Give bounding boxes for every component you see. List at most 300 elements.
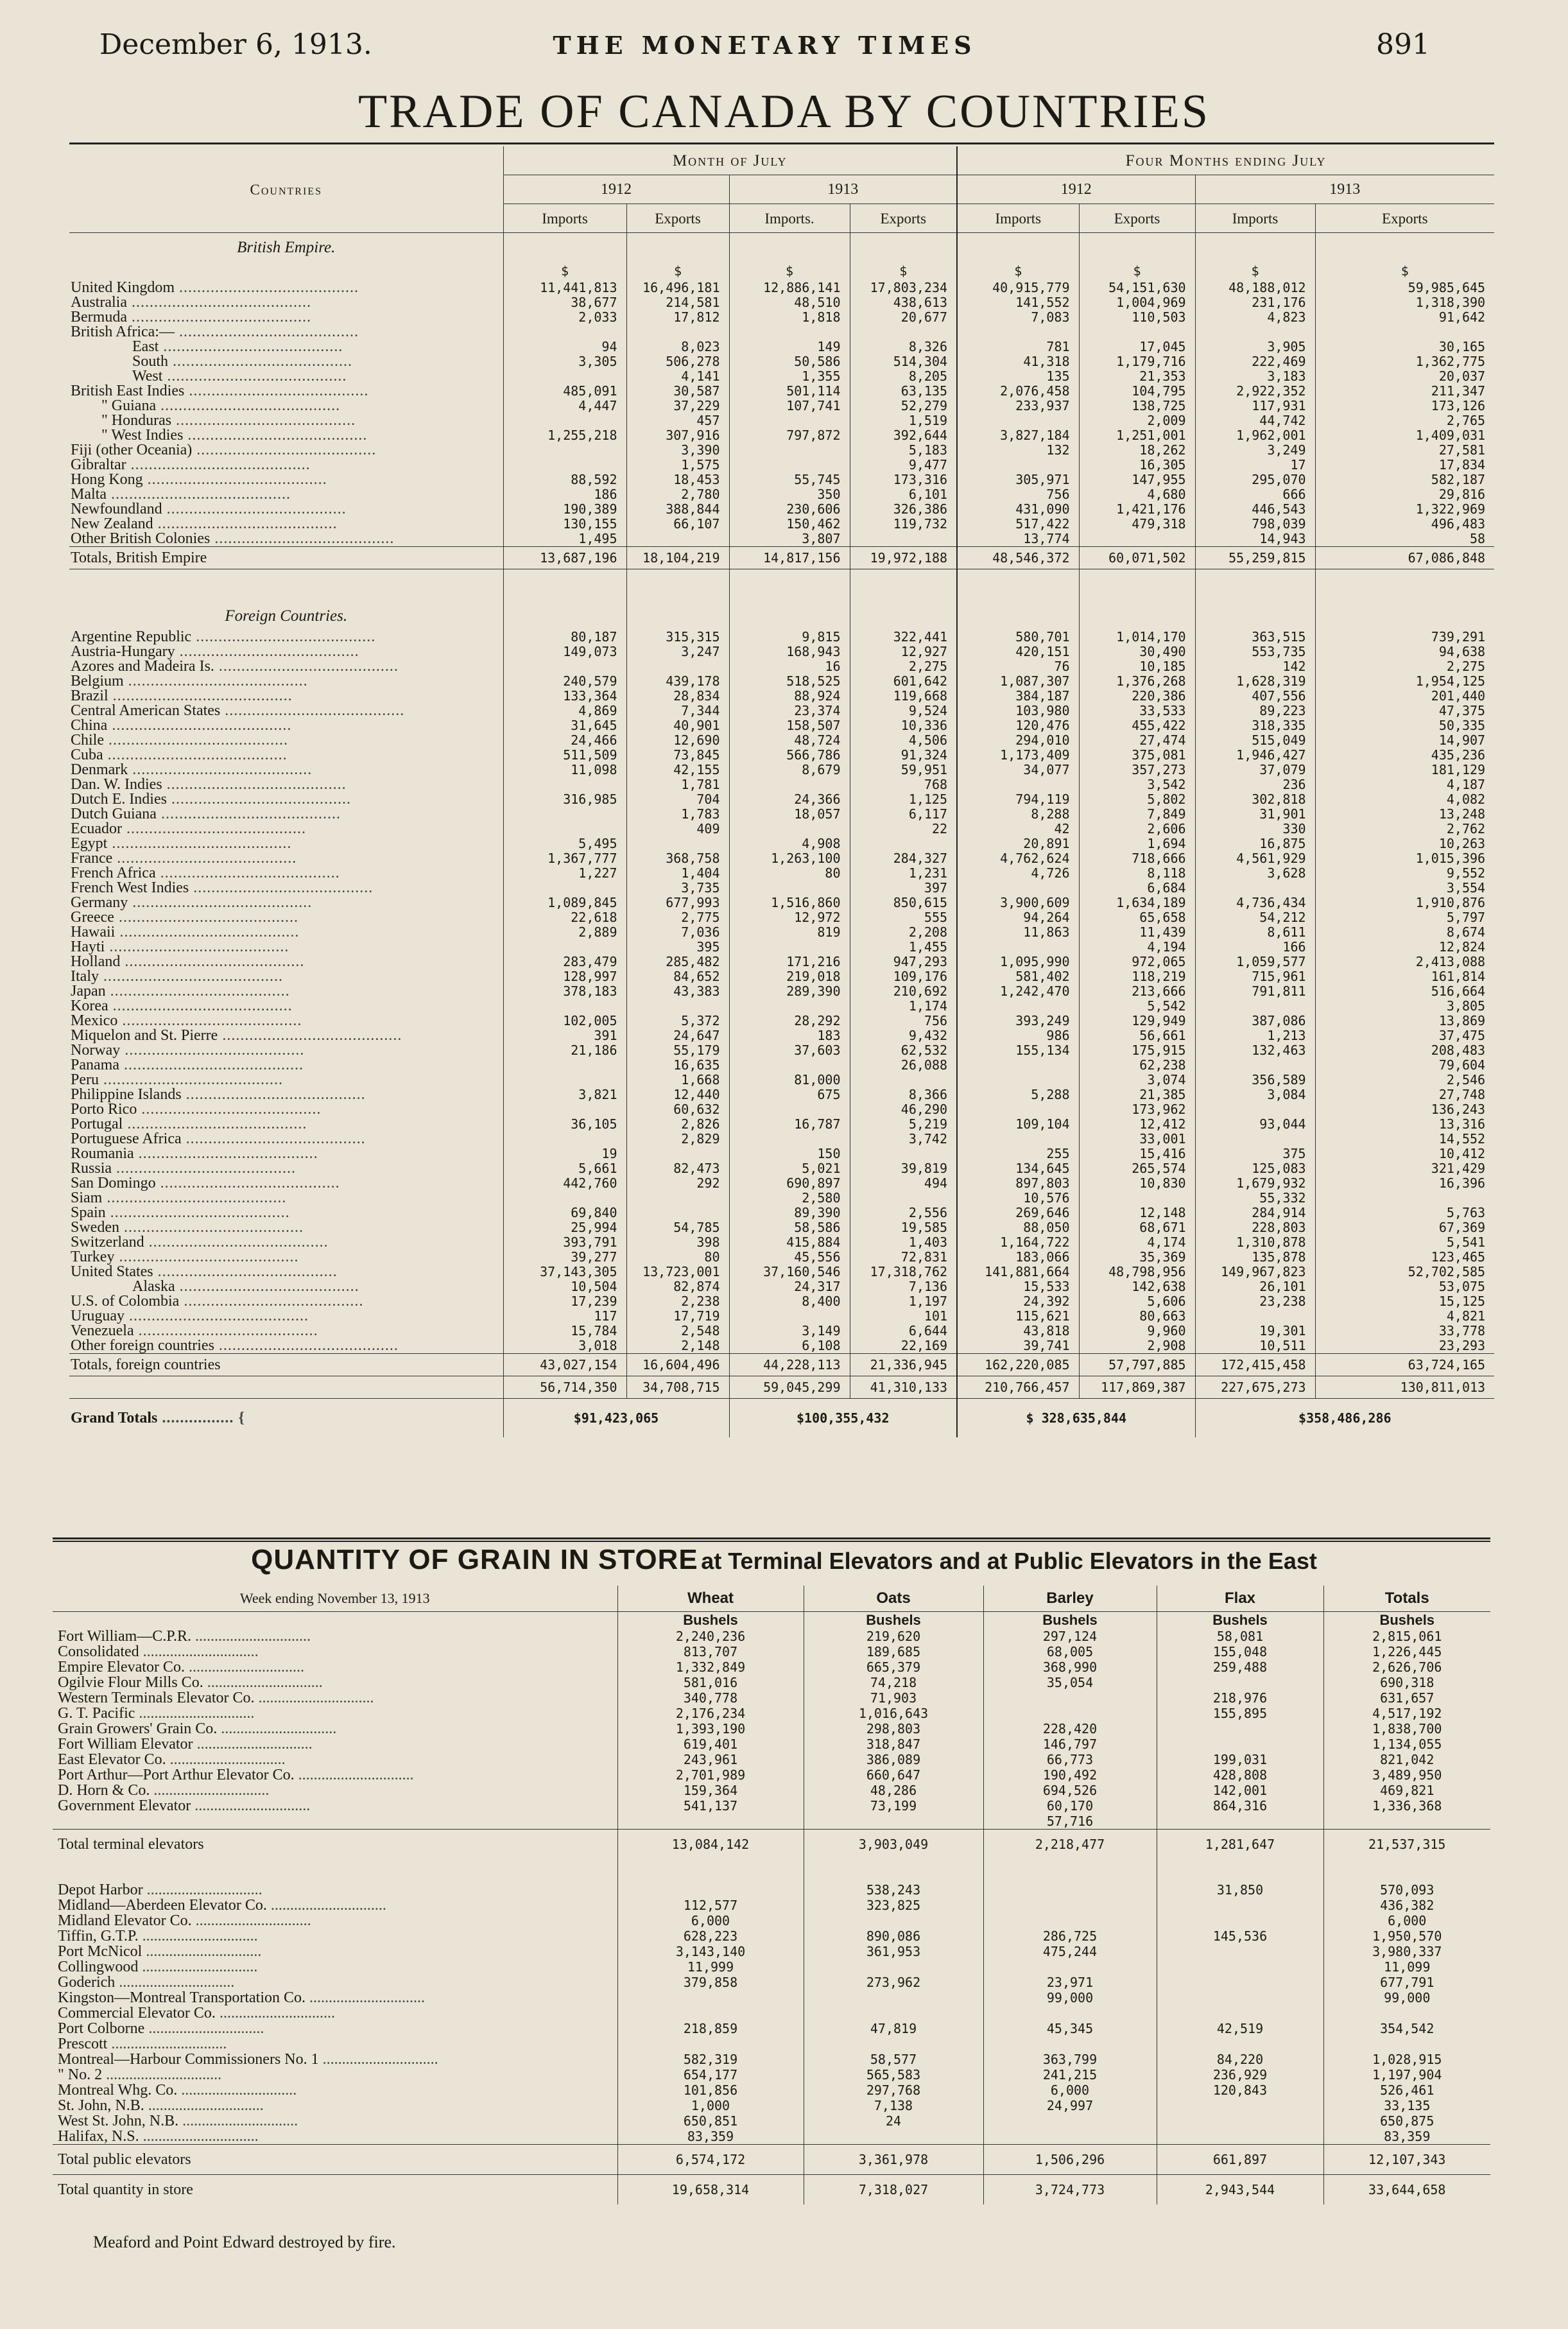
trade-value: 9,524	[850, 704, 957, 718]
grain-value	[983, 2129, 1157, 2145]
grand-total-value: $100,355,432	[729, 1399, 957, 1438]
trade-value: 4,194	[1079, 940, 1195, 955]
trade-value: 103,980	[957, 704, 1079, 718]
british-row	[69, 281, 1494, 295]
trade-value: 12,927	[850, 645, 957, 659]
grain-value: 890,086	[804, 1928, 983, 1944]
four-months-header: Four Months ending July	[957, 146, 1494, 175]
trade-value: 65,658	[1079, 910, 1195, 925]
trade-value: 511,509	[503, 748, 626, 763]
trade-value: 11,439	[1079, 925, 1195, 940]
dot-leader: ........................................	[107, 718, 292, 733]
dot-leader: ........................................	[119, 1058, 304, 1073]
dot-leader: ........................................	[181, 1087, 366, 1102]
trade-value: 1,095,990	[957, 955, 1079, 969]
trade-value: 2,889	[503, 925, 626, 940]
title-rule	[69, 143, 1494, 144]
grain-value: 661,897	[1157, 2145, 1323, 2175]
trade-value: 12,886,141	[729, 281, 850, 295]
trade-value: 186	[503, 487, 626, 502]
trade-value: 302,818	[1195, 792, 1315, 807]
country-name	[69, 969, 503, 984]
blank-cell	[1079, 602, 1195, 630]
dollar-sign: $	[729, 261, 850, 281]
foreign-row	[69, 763, 1494, 777]
trade-value: 16,496,181	[626, 281, 729, 295]
trade-value	[503, 999, 626, 1014]
elevator-label: D. Horn & Co.	[58, 1783, 150, 1798]
grand-totals-text: Grand Totals	[71, 1409, 158, 1426]
trade-value	[1079, 325, 1195, 340]
country-label: Austria-Hungary	[71, 645, 175, 659]
british-row	[69, 428, 1494, 443]
trade-value: 236	[1195, 777, 1315, 792]
trade-value: 368,758	[626, 851, 729, 866]
elevator-name	[53, 2129, 617, 2145]
blank-cell	[957, 602, 1079, 630]
trade-value: 89,390	[729, 1206, 850, 1220]
grain-value: 694,526	[983, 1783, 1157, 1798]
grain-value: 3,361,978	[804, 2145, 983, 2175]
trade-value: 17,812	[626, 310, 729, 325]
trade-value: 1,376,268	[1079, 674, 1195, 689]
blank-cell	[729, 233, 850, 262]
trade-value: 8,366	[850, 1087, 957, 1102]
col-header-3: Imports.	[729, 204, 850, 233]
elevator-label: Fort William Elevator	[58, 1736, 193, 1752]
trade-value: 22,618	[503, 910, 626, 925]
elevator-label: Ogilvie Flour Mills Co.	[58, 1675, 203, 1690]
grain-value	[983, 2005, 1157, 2021]
trade-value: 14,943	[1195, 532, 1315, 547]
grain-value: 83,359	[1323, 2129, 1490, 2145]
trade-value: 494	[850, 1176, 957, 1191]
trade-value: 17,045	[1079, 340, 1195, 354]
country-label: Central American States	[71, 704, 221, 718]
country-name	[69, 458, 503, 472]
dot-leader: ................ {	[157, 1409, 245, 1426]
grain-value: 690,318	[1323, 1675, 1490, 1690]
dot-leader: ..............................	[107, 2036, 227, 2052]
trade-value: 135	[957, 369, 1079, 384]
country-name	[69, 384, 503, 399]
public-row	[53, 1975, 1490, 1990]
trade-value: 222,469	[1195, 354, 1315, 369]
trade-value: 2,238	[626, 1294, 729, 1309]
trade-value	[729, 1058, 850, 1073]
grain-value: 2,218,477	[983, 1830, 1157, 1860]
foreign-row	[69, 1324, 1494, 1338]
country-label: Uruguay	[71, 1309, 125, 1324]
trade-value: 213,666	[1079, 984, 1195, 999]
terminal-row	[53, 1644, 1490, 1659]
trade-value: 1,251,001	[1079, 428, 1195, 443]
trade-value	[503, 940, 626, 955]
trade-value: 322,441	[850, 630, 957, 645]
elevator-name	[53, 1830, 617, 1860]
grain-value: 428,808	[1157, 1767, 1323, 1783]
trade-value: 119,668	[850, 689, 957, 704]
country-name	[69, 1294, 503, 1309]
trade-value: 2,033	[503, 310, 626, 325]
trade-value: 34,077	[957, 763, 1079, 777]
trade-value	[626, 325, 729, 340]
trade-value: 294,010	[957, 733, 1079, 748]
foreign-row	[69, 940, 1494, 955]
dot-leader: ..............................	[102, 2067, 222, 2082]
grain-value	[1157, 1736, 1323, 1752]
country-label: Sweden	[71, 1220, 119, 1235]
elevator-name	[53, 2145, 617, 2175]
trade-value: 43,818	[957, 1324, 1079, 1338]
foreign-row	[69, 630, 1494, 645]
trade-value: 55,332	[1195, 1191, 1315, 1206]
trade-value: 8,288	[957, 807, 1079, 822]
public-row	[53, 1944, 1490, 1959]
dot-leader: ........................................	[98, 969, 283, 984]
trade-value: 2,826	[626, 1117, 729, 1132]
country-name	[69, 1014, 503, 1028]
country-name	[69, 487, 503, 502]
country-label: Switzerland	[71, 1235, 144, 1250]
trade-value: 3,149	[729, 1324, 850, 1338]
grain-value: 631,657	[1323, 1690, 1490, 1706]
foreign-row	[69, 1132, 1494, 1147]
trade-value: 7,036	[626, 925, 729, 940]
trade-value: 219,018	[729, 969, 850, 984]
grain-value: 436,382	[1323, 1898, 1490, 1913]
trade-value: 173,126	[1315, 399, 1494, 413]
terminal-row	[53, 1752, 1490, 1767]
grain-value	[617, 2036, 804, 2052]
trade-value: 677,993	[626, 896, 729, 910]
trade-value: 210,766,457	[957, 1376, 1079, 1399]
foreign-row	[69, 1014, 1494, 1028]
grain-value: 526,461	[1323, 2082, 1490, 2098]
trade-value: 37,143,305	[503, 1265, 626, 1279]
trade-value: 109,176	[850, 969, 957, 984]
grain-value: 7,318,027	[804, 2175, 983, 2205]
trade-value	[957, 1073, 1079, 1087]
country-name	[69, 532, 503, 547]
trade-value	[503, 458, 626, 472]
elevator-label: Consolidated	[58, 1644, 139, 1659]
grain-value: 120,843	[1157, 2082, 1323, 2098]
trade-value: 18,453	[626, 472, 729, 487]
dollar-sign: $	[626, 261, 729, 281]
trade-value	[850, 1147, 957, 1161]
trade-value: 210,692	[850, 984, 957, 999]
trade-value	[729, 999, 850, 1014]
grain-value: 628,223	[617, 1928, 804, 1944]
country-name	[69, 1043, 503, 1058]
foreign-row	[69, 1161, 1494, 1176]
trade-value: 171,216	[729, 955, 850, 969]
trade-value: 19,972,188	[850, 547, 957, 569]
dot-leader: ........................................	[162, 777, 347, 792]
trade-value	[729, 1132, 850, 1147]
grain-value: 3,489,950	[1323, 1767, 1490, 1783]
dot-leader: ..............................	[294, 1767, 414, 1783]
trade-value: 666	[1195, 487, 1315, 502]
foreign-row	[69, 645, 1494, 659]
grain-value	[1157, 2113, 1323, 2129]
trade-value: 388,844	[626, 502, 729, 517]
blank-cell	[729, 602, 850, 630]
blank-cell	[983, 1859, 1157, 1882]
foreign-row	[69, 836, 1494, 851]
grain-value: 24,997	[983, 2098, 1157, 2113]
trade-value: 134,645	[957, 1161, 1079, 1176]
trade-value: 438,613	[850, 295, 957, 310]
blank-cell	[503, 233, 626, 262]
public-total-row	[53, 2145, 1490, 2175]
trade-value: 67,369	[1315, 1220, 1494, 1235]
trade-value: 37,229	[626, 399, 729, 413]
country-name	[69, 733, 503, 748]
dot-leader: ........................................	[123, 1117, 307, 1132]
trade-value: 16,635	[626, 1058, 729, 1073]
trade-value: 13,723,001	[626, 1265, 729, 1279]
grain-value: 48,286	[804, 1783, 983, 1798]
trade-value: 23,238	[1195, 1294, 1315, 1309]
trade-value: 2,275	[1315, 659, 1494, 674]
trade-value: 330	[1195, 822, 1315, 836]
col-header-5: Imports	[957, 204, 1079, 233]
trade-value: 398	[626, 1235, 729, 1250]
trade-value	[729, 777, 850, 792]
country-name	[69, 1354, 503, 1376]
grain-value	[1157, 2036, 1323, 2052]
dot-leader: ........................................	[108, 689, 293, 704]
week-ending-label: Week ending November 13, 1913	[53, 1586, 617, 1612]
trade-value: 3,018	[503, 1338, 626, 1354]
country-name	[69, 1220, 503, 1235]
grain-value	[804, 2005, 983, 2021]
trade-value: 2,548	[626, 1324, 729, 1338]
grain-title	[0, 1544, 1568, 1576]
trade-value: 12,148	[1079, 1206, 1195, 1220]
dot-leader: ..............................	[306, 1990, 426, 2005]
trade-value: 24,317	[729, 1279, 850, 1294]
public-row	[53, 2005, 1490, 2021]
foreign-row	[69, 1043, 1494, 1058]
trade-value: 94	[503, 340, 626, 354]
trade-value: 397	[850, 881, 957, 896]
public-row	[53, 2098, 1490, 2113]
trade-value: 54,785	[626, 1220, 729, 1235]
elevator-name	[53, 1898, 617, 1913]
public-row	[53, 1990, 1490, 2005]
grain-value: 1,134,055	[1323, 1736, 1490, 1752]
dot-leader: ..............................	[142, 1882, 263, 1898]
country-name	[69, 1028, 503, 1043]
trade-value: 30,165	[1315, 340, 1494, 354]
trade-value: 289,390	[729, 984, 850, 999]
trade-value: 120,476	[957, 718, 1079, 733]
trade-value: 375	[1195, 1147, 1315, 1161]
trade-value: 42	[957, 822, 1079, 836]
dot-leader: ........................................	[159, 340, 343, 354]
grain-value: 386,089	[804, 1752, 983, 1767]
trade-value: 292	[626, 1176, 729, 1191]
country-name	[69, 866, 503, 881]
elevator-name	[53, 1959, 617, 1975]
country-label: French West Indies	[71, 881, 189, 896]
country-label: Philippine Islands	[71, 1087, 182, 1102]
grain-value	[983, 2036, 1157, 2052]
dot-leader: ........................................	[155, 1176, 340, 1191]
dot-leader: ........................................	[156, 399, 341, 413]
country-name	[69, 1117, 503, 1132]
country-name	[69, 896, 503, 910]
trade-value: 48,510	[729, 295, 850, 310]
trade-value: 1,004,969	[1079, 295, 1195, 310]
trade-value: 3,628	[1195, 866, 1315, 881]
country-name	[69, 1058, 503, 1073]
grain-value: 2,176,234	[617, 1706, 804, 1721]
elevator-label: Kingston—Montreal Transportation Co.	[58, 1990, 306, 2005]
elevator-name	[53, 1767, 617, 1783]
col-header-1: Imports	[503, 204, 626, 233]
grain-value	[1157, 1721, 1323, 1736]
country-label: British Africa:—	[71, 325, 175, 340]
terminal-row	[53, 1706, 1490, 1721]
dot-leader: ........................................	[115, 925, 300, 940]
trade-value: 50,335	[1315, 718, 1494, 733]
dot-leader: ........................................	[174, 325, 359, 340]
country-label: Panama	[71, 1058, 119, 1073]
trade-value: 91,642	[1315, 310, 1494, 325]
elevator-label: Depot Harbor	[58, 1882, 143, 1898]
elevator-label: Total quantity in store	[58, 2181, 193, 2198]
trade-value: 1,694	[1079, 836, 1195, 851]
trade-value	[626, 532, 729, 547]
trade-value: 407,556	[1195, 689, 1315, 704]
grand-total-value: $91,423,065	[503, 1399, 729, 1438]
trade-value: 52,702,585	[1315, 1265, 1494, 1279]
trade-value: 506,278	[626, 354, 729, 369]
country-name	[69, 763, 503, 777]
trade-value: 5,372	[626, 1014, 729, 1028]
blank-cell	[503, 602, 626, 630]
blank-cell	[1323, 1859, 1490, 1882]
grain-value: 23,971	[983, 1975, 1157, 1990]
trade-value: 173,316	[850, 472, 957, 487]
trade-value: 80,663	[1079, 1309, 1195, 1324]
elevator-label: Commercial Elevator Co.	[58, 2005, 216, 2021]
trade-value: 104,795	[1079, 384, 1195, 399]
foreign-row	[69, 969, 1494, 984]
foreign-row	[69, 1073, 1494, 1087]
trade-value: 12,690	[626, 733, 729, 748]
grain-value: 42,519	[1157, 2021, 1323, 2036]
grain-value: 47,819	[804, 2021, 983, 2036]
trade-value: 791,811	[1195, 984, 1315, 999]
foreign-row	[69, 659, 1494, 674]
grand-total-value: $358,486,286	[1195, 1399, 1494, 1438]
trade-value	[850, 1191, 957, 1206]
trade-value: 1,946,427	[1195, 748, 1315, 763]
trade-value: 31,901	[1195, 807, 1315, 822]
trade-value: 89,223	[1195, 704, 1315, 718]
trade-value: 168,943	[729, 645, 850, 659]
grain-value: 218,859	[617, 2021, 804, 2036]
trade-value: 80	[626, 1250, 729, 1265]
trade-value	[503, 1058, 626, 1073]
trade-value	[503, 807, 626, 822]
trade-value: 220,386	[1079, 689, 1195, 704]
trade-value: 6,101	[850, 487, 957, 502]
dot-leader: ........................................	[183, 428, 368, 443]
trade-value: 181,129	[1315, 763, 1494, 777]
grand-totals-row	[69, 1399, 1494, 1438]
country-name	[69, 807, 503, 822]
grain-value	[804, 2129, 983, 2145]
grain-value	[1157, 1959, 1323, 1975]
trade-value: 265,574	[1079, 1161, 1195, 1176]
trade-value: 59,951	[850, 763, 957, 777]
trade-value: 161,814	[1315, 969, 1494, 984]
grain-value: 57,716	[983, 1814, 1157, 1830]
trade-value: 3,735	[626, 881, 729, 896]
elevator-label: Prescott	[58, 2036, 108, 2052]
country-name	[69, 517, 503, 532]
grain-title-sub: at Terminal Elevators and at Public Elevators in the East	[701, 1548, 1317, 1574]
spacer-row	[53, 1859, 1490, 1882]
country-name	[69, 999, 503, 1014]
british-total-row	[69, 547, 1494, 569]
trade-value	[503, 443, 626, 458]
dot-leader: ........................................	[171, 413, 356, 428]
public-row	[53, 2036, 1490, 2052]
trade-value: 3,183	[1195, 369, 1315, 384]
trade-value: 326,386	[850, 502, 957, 517]
trade-value: 18,262	[1079, 443, 1195, 458]
dot-leader: ..............................	[142, 1944, 262, 1959]
trade-value: 73,845	[626, 748, 729, 763]
trade-value: 1,197	[850, 1294, 957, 1309]
trade-value: 350	[729, 487, 850, 502]
trade-value: 5,797	[1315, 910, 1494, 925]
trade-value: 850,615	[850, 896, 957, 910]
trade-value: 48,724	[729, 733, 850, 748]
british-row	[69, 369, 1494, 384]
elevator-name	[53, 2067, 617, 2082]
trade-value: 94,638	[1315, 645, 1494, 659]
dot-leader: ........................................	[134, 1147, 318, 1161]
dot-leader: ........................................	[189, 881, 374, 896]
trade-value: 44,742	[1195, 413, 1315, 428]
trade-value: 4,561,929	[1195, 851, 1315, 866]
country-name	[69, 718, 503, 733]
trade-value	[503, 1132, 626, 1147]
country-name	[69, 881, 503, 896]
country-label: Fiji (other Oceania)	[71, 443, 193, 458]
blank-cell	[957, 569, 1079, 602]
year-month-1913: 1913	[729, 175, 957, 204]
trade-value: 514,304	[850, 354, 957, 369]
trade-value: 601,642	[850, 674, 957, 689]
trade-value: 269,646	[957, 1206, 1079, 1220]
foreign-row	[69, 896, 1494, 910]
trade-value: 14,817,156	[729, 547, 850, 569]
foreign-row	[69, 881, 1494, 896]
terminal-row	[53, 1675, 1490, 1690]
dot-leader: ........................................	[104, 733, 288, 748]
blank-cell	[1157, 1859, 1323, 1882]
trade-value: 8,205	[850, 369, 957, 384]
